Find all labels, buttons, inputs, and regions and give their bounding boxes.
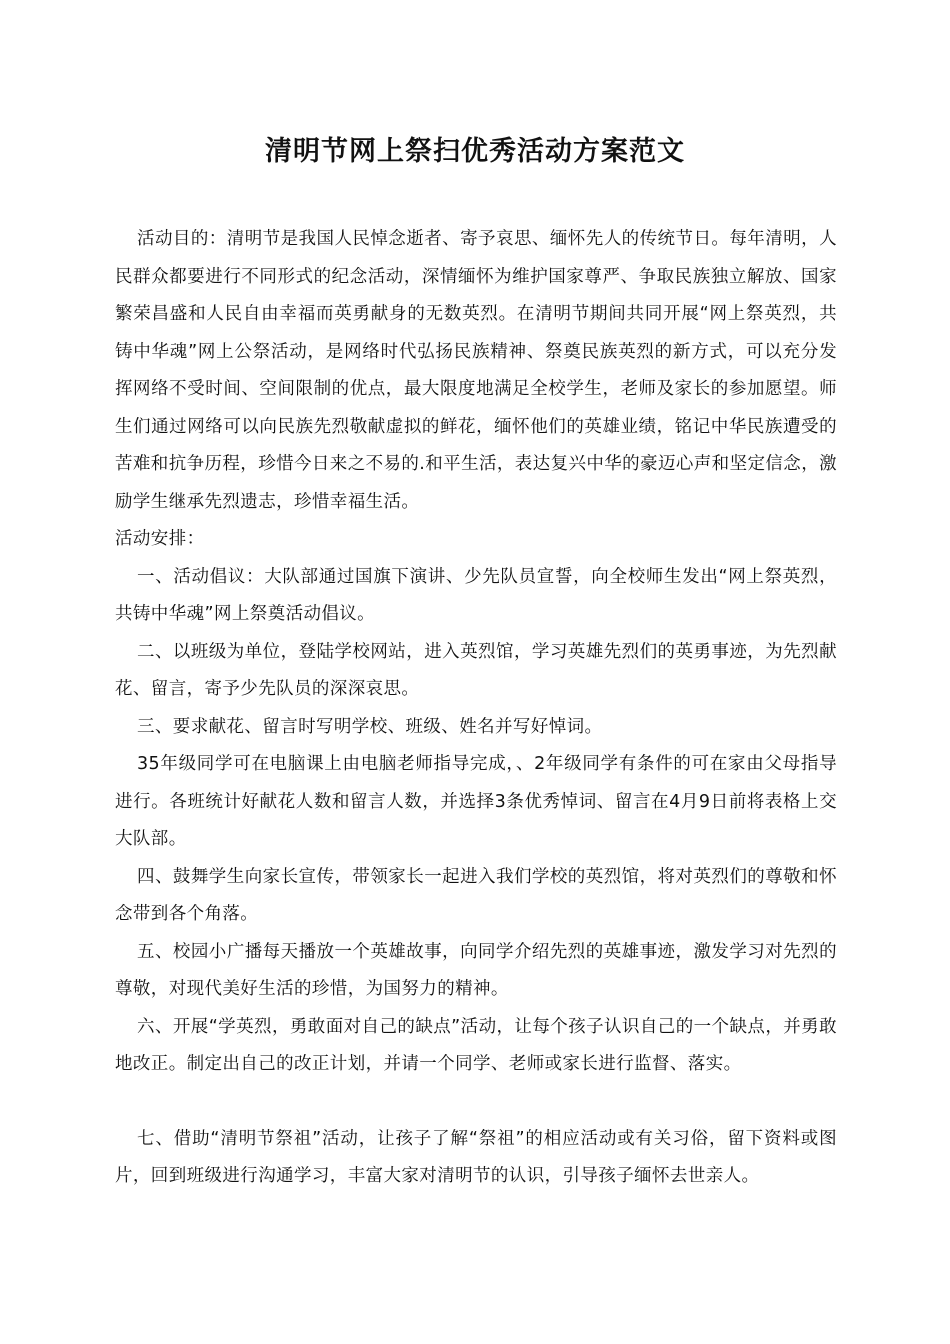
paragraph-item-7: 七、借助“清明节祭祖”活动，让孩子了解“祭祖”的相应活动或有关习俗，留下资料或图片，回到班级进行沟通学习，丰富大家对清明节的认识，引导孩子缅怀去世亲人。 xyxy=(115,1128,837,1186)
paragraph-item-1: 一、活动倡议：大队部通过国旗下演讲、少先队员宣誓，向全校师生发出“网上祭英烈，共铸中华魂”网上祭奠活动倡议。 xyxy=(115,566,837,624)
paragraph-item-3: 三、要求献花、留言时写明学校、班级、姓名并写好悼词。 xyxy=(137,716,603,737)
paragraph-spacer xyxy=(115,1084,837,1121)
paragraph-item-3-detail: 35年级同学可在电脑课上由电脑老师指导完成，、2年级同学有条件的可在家由父母指导进行。各班统计好献花人数和留言人数，并选择3条优秀悼词、留言在4月9日前将表格上交大队部。 xyxy=(115,754,837,849)
document-body xyxy=(115,221,837,1196)
paragraph-item-4: 四、鼓舞学生向家长宣传，带领家长一起进入我们学校的英烈馆，将对英烈们的尊敬和怀念带到各个角落。 xyxy=(115,866,837,924)
paragraph-item-6: 六、开展“学英烈，勇敢面对自己的缺点”活动，让每个孩子认识自己的一个缺点，并勇敢地改正。制定出自己的改正计划，并请一个同学、老师或家长进行监督、落实。 xyxy=(115,1016,837,1074)
paragraph-arrangement-heading: 活动安排： xyxy=(115,529,205,549)
document-title: 清明节网上祭扫优秀活动方案范文 xyxy=(265,136,685,167)
paragraph-purpose: 活动目的：清明节是我国人民悼念逝者、寄予哀思、缅怀先人的传统节日。每年清明，人民群众都要进行不同形式的纪念活动，深情缅怀为维护国家尊严、争取民族独立解放、国家繁荣昌盛和人民自由幸福而英勇献身的无数英烈。在清明节期间共同开展“网上祭英烈，共铸中华魂”网上公祭活动，是网络时代弘扬民族精神、祭奠民族英烈的新方式，可以充分发挥网络不受时间、空间限制的优点，最大限度地满足全校学生，老师及家长的参加愿望。师生们通过网络可以向民族先烈敬献虚拟的鲜花，缅怀他们的英雄业绩，铭记中华民族遭受的苦难和抗争历程，珍惜今日来之不易的.和平生活，表达复兴中华的豪迈心声和坚定信念，激励学生继承先烈遗志，珍惜幸福生活。 xyxy=(115,229,837,512)
paragraph-item-2: 二、以班级为单位，登陆学校网站，进入英烈馆，学习英雄先烈们的英勇事迹，为先烈献花、留言，寄予少先队员的深深哀思。 xyxy=(115,641,837,699)
paragraph-item-5: 五、校园小广播每天播放一个英雄故事，向同学介绍先烈的英雄事迹，激发学习对先烈的尊敬，对现代美好生活的珍惜，为国努力的精神。 xyxy=(115,941,837,999)
